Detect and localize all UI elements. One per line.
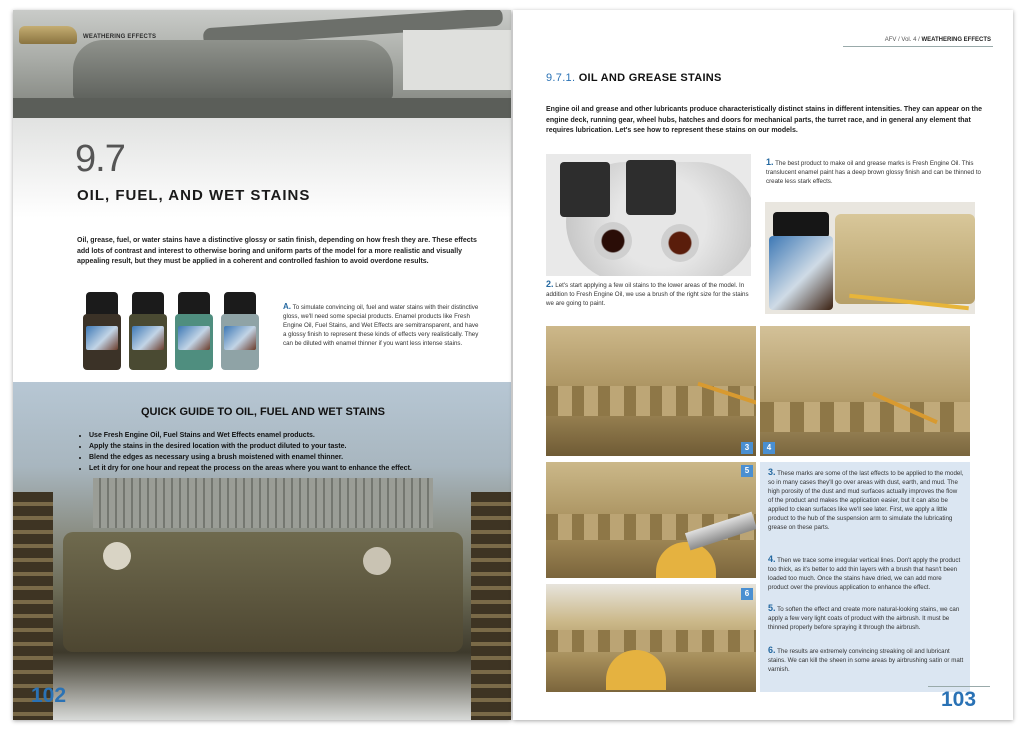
section-intro: Engine oil and grease and other lubricants produce characteristically distinct stains in different intensities. They can appear on the engine deck, running gear, wheel hubs, hatches and doors for mechanical parts, the turret race, and in general any element that requires lubrication. Let's see how to represent these stains on our models. bbox=[546, 106, 983, 134]
step-a-caption bbox=[283, 302, 483, 348]
step-3-text: These marks are some of the last effects to be applied to the model, so in many cases they'll go over areas with dust, earth, and mud. The high porosity of the dust and mud surfaces actually improves the flow of the product and makes the application easier, but it can also be applied to clean surfaces like we'll see later. First, we apply a little product to the hub of the suspension arm to simulate the lubricating grease on these parts. bbox=[768, 470, 964, 531]
left-page bbox=[13, 10, 511, 720]
right-header bbox=[885, 37, 991, 43]
list-item: • Apply the stains in the desired location with the product diluted to your taste. bbox=[89, 441, 509, 452]
list-item: • Let it dry for one hour and repeat the process on the areas where you want to enhance the effect. bbox=[89, 463, 509, 474]
step-3-caption bbox=[768, 468, 964, 532]
suspension-photo-5 bbox=[546, 462, 756, 578]
list-item: • Blend the edges as necessary using a brush moistened with enamel thinner. bbox=[89, 452, 509, 463]
step-6-text: The results are extremely convincing streaking oil and lubricant stains. We can kill the sheen in some areas by airbrushing satin or matt varnish. bbox=[768, 648, 964, 673]
page-number-left: 102 bbox=[31, 684, 67, 707]
right-page bbox=[513, 10, 1013, 720]
left-header: WEATHERING EFFECTS bbox=[83, 34, 157, 40]
section-title bbox=[546, 72, 722, 84]
header-rule bbox=[843, 46, 993, 47]
photo-badge-5: 5 bbox=[741, 465, 753, 477]
quick-guide-list bbox=[77, 430, 509, 474]
step-4-text: Then we trace some irregular vertical lines. Don't apply the product too thick, as it's better to add thin layers with a brush that hasn't been loaded too much. Once the stains have dried, we can add more product over the previous application to enhance the effect. bbox=[768, 557, 961, 591]
step-2-number: 2. bbox=[546, 279, 554, 289]
suspension-photo-3 bbox=[546, 326, 756, 456]
step-3-number: 3. bbox=[768, 467, 776, 477]
step-a-letter: A. bbox=[283, 302, 291, 311]
step-4-number: 4. bbox=[768, 554, 776, 564]
step-6-caption bbox=[768, 646, 964, 674]
header-prefix: AFV / Vol. 4 / bbox=[884, 37, 920, 43]
chapter-number: 9.7 bbox=[75, 138, 125, 180]
step-2-caption bbox=[546, 280, 751, 308]
section-number: 9.7.1. bbox=[546, 72, 576, 84]
step-1-number: 1. bbox=[766, 157, 774, 167]
page-number-right: 103 bbox=[941, 688, 977, 711]
section-name: OIL AND GREASE STAINS bbox=[578, 72, 722, 84]
suspension-photo-4 bbox=[760, 326, 970, 456]
step-2-text: Let's start applying a few oil stains to the lower areas of the model. In addition to Fresh Engine Oil, we use a brush of the right size for the stains we are going to paint. bbox=[546, 282, 749, 307]
photo-badge-3: 3 bbox=[741, 442, 753, 454]
photo-badge-4: 4 bbox=[763, 442, 775, 454]
tank-turret-photo bbox=[13, 10, 511, 118]
step-a-text: To simulate convincing oil, fuel and water stains with their distinctive gloss, we'll need some special products. Enamel products like Fresh Engine Oil, Fuel Stains, and Wet Effects are semitransparent, and have a glossy finish to represent these kinds of effects very realistically. They can be diluted with enamel thinner if you want less intense stains. bbox=[283, 304, 479, 347]
header-tank-icon bbox=[19, 26, 77, 44]
suspension-photo-6 bbox=[546, 584, 756, 692]
step-6-number: 6. bbox=[768, 645, 776, 655]
chapter-title: OIL, FUEL, AND WET STAINS bbox=[77, 187, 311, 204]
step-1-caption bbox=[766, 158, 986, 186]
engine-oil-jar-photo bbox=[765, 202, 975, 314]
step-1-text: The best product to make oil and grease marks is Fresh Engine Oil. This translucent enamel paint has a deep brown glossy finish and can be thinned to create less stark effects. bbox=[766, 160, 981, 185]
list-item: • Use Fresh Engine Oil, Fuel Stains and Wet Effects enamel products. bbox=[89, 430, 509, 441]
palette-photo bbox=[546, 154, 751, 276]
step-5-number: 5. bbox=[768, 603, 776, 613]
step-5-text: To soften the effect and create more natural-looking stains, we can apply a few very light coats of product with the airbrush. It must be thinned properly before spraying it through the airbrush. bbox=[768, 606, 960, 631]
quick-guide-title: QUICK GUIDE TO OIL, FUEL AND WET STAINS bbox=[140, 406, 386, 418]
header-section: WEATHERING EFFECTS bbox=[921, 37, 991, 43]
photo-badge-6: 6 bbox=[741, 588, 753, 600]
step-4-caption bbox=[768, 555, 964, 592]
page-number-rule bbox=[928, 686, 990, 687]
chapter-intro: Oil, grease, fuel, or water stains have a distinctive glossy or satin finish, depending on how fresh they are. These effects add lots of contrast and interest to otherwise boring and uniform parts of the model for a more realistic and visually appealing result, but they must be applied in a coherent and controlled fashion to avoid overdone results. bbox=[77, 237, 477, 265]
step-5-caption bbox=[768, 604, 964, 632]
enamel-jars-photo bbox=[83, 292, 268, 380]
